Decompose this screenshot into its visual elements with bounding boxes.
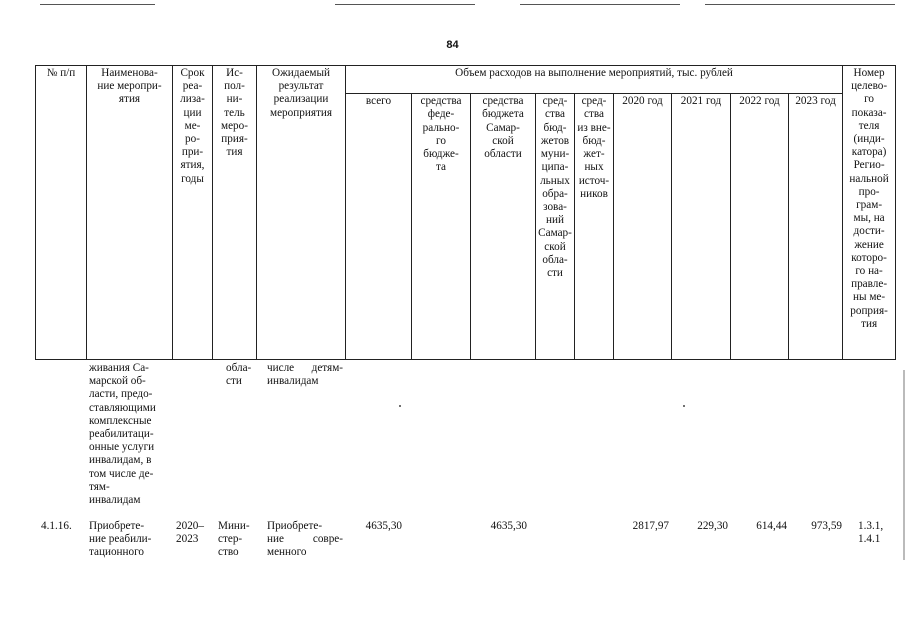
col-2023: 2023 год [789, 94, 843, 360]
text-line: нальной [849, 172, 889, 185]
col-2021: 2021 год [672, 94, 731, 360]
col-name [87, 66, 173, 360]
text-line: 1.3.1, [858, 520, 884, 532]
text-line: результат [278, 80, 324, 93]
text-line: при- [181, 146, 204, 159]
row-2021: 229,30 [697, 520, 728, 532]
text-line: ние реабили- [89, 533, 152, 546]
col-2022: 2022 год [731, 94, 789, 360]
text-line: ний [546, 214, 564, 227]
col-executor [213, 66, 257, 360]
col-result [257, 66, 346, 360]
row-2020: 2817,97 [632, 520, 669, 532]
col-offbudget [575, 94, 614, 360]
text-line: ни- [226, 93, 243, 106]
row-term [176, 520, 204, 546]
text-line: марской об- [89, 375, 146, 388]
text-line: обла- [542, 253, 568, 266]
text-line: феде- [427, 108, 455, 121]
text-line: ны ме- [853, 291, 886, 304]
text-line: ставляющими [89, 401, 156, 414]
col-total [346, 94, 412, 360]
text-line: всего [365, 95, 392, 108]
text-line: инвалидам [267, 375, 319, 388]
text-line: 2020– [176, 520, 204, 532]
text-line: ласти, предо- [89, 388, 153, 401]
text-line: ции [183, 106, 202, 119]
text-line: дости- [853, 225, 885, 238]
scan-speck [683, 405, 685, 407]
text-line: ской [544, 240, 566, 253]
continuation-result [267, 362, 343, 388]
text-line: онные услуги [89, 441, 155, 454]
text-line: тационного [89, 546, 145, 559]
text-line: Самар- [538, 227, 572, 240]
text-line: роприя- [850, 304, 888, 317]
text-line: сред- [581, 95, 607, 108]
row-2022: 614,44 [756, 520, 787, 532]
text-line: средства [482, 95, 524, 108]
text-line: ников [580, 187, 608, 200]
text-line: ства [545, 108, 565, 121]
text-line: бюд- [582, 134, 606, 147]
text-line: муни- [540, 148, 570, 161]
text-line: целево- [851, 80, 888, 93]
text-line: Номер [853, 67, 885, 79]
text-line: зова- [543, 200, 567, 213]
col-indicator [843, 66, 896, 360]
text-line: обра- [542, 187, 568, 200]
text-line: Приобрете- [89, 520, 145, 532]
expenses-table-header [35, 65, 896, 360]
text-line: Срок [180, 67, 205, 79]
text-line: го [436, 134, 446, 147]
text-line: Регио- [853, 159, 885, 172]
text-line: тель [224, 106, 245, 119]
col-number [36, 66, 87, 360]
text-line: показа- [851, 106, 887, 119]
text-line: прия- [221, 133, 248, 146]
text-line: пол- [224, 80, 245, 93]
text-line: реабилитаци- [89, 428, 154, 441]
scan-rule [40, 4, 155, 5]
text-line: сред- [542, 95, 568, 108]
text-line: бюд- [543, 121, 567, 134]
text-line: го [864, 93, 875, 106]
row-number: 4.1.16. [41, 520, 72, 532]
text-line: обла- [226, 362, 252, 374]
text-line: 2023 [176, 533, 199, 546]
text-line: Приобрете- [267, 520, 323, 532]
scan-rule [520, 4, 680, 5]
text-line: льных [540, 174, 570, 187]
text-line: сти [547, 266, 563, 279]
col-regional [471, 94, 536, 360]
continuation-executor [226, 362, 251, 388]
row-name [89, 520, 151, 560]
text-line: катора) [851, 146, 887, 159]
text-line: № п/п [46, 67, 76, 79]
text-line: Ис- [226, 67, 243, 79]
text-line: области [484, 148, 522, 161]
text-line: комплексные [89, 414, 152, 427]
text-line: ятия [118, 93, 141, 106]
text-line: тям- [89, 480, 110, 493]
text-line: менного [267, 546, 307, 559]
text-line: мы, на [853, 212, 885, 225]
text-line: правле- [851, 278, 888, 291]
text-line: которо- [851, 251, 887, 264]
text-line: ных [584, 161, 604, 174]
text-line: (инди- [853, 133, 885, 146]
text-line: бюджета [482, 108, 524, 121]
row-regional: 4635,30 [490, 520, 527, 532]
text-line: та [436, 161, 446, 174]
text-line: Ожидаемый [271, 67, 330, 79]
text-line: ской [492, 134, 514, 147]
text-line: том числе де- [89, 467, 154, 480]
row-indicator [858, 520, 883, 546]
text-line: из вне- [577, 121, 611, 134]
text-line: сти [226, 375, 242, 388]
text-line: лиза- [180, 93, 205, 106]
text-line: ятия, [180, 159, 205, 172]
col-federal [412, 94, 471, 360]
text-line: го на- [855, 265, 883, 278]
row-total: 4635,30 [365, 520, 402, 532]
text-line: меро- [221, 119, 248, 132]
text-line: источ- [578, 174, 610, 187]
col-volume-group: Объем расходов на выполнение мероприятий, тыс. рублей [346, 66, 843, 94]
text-line: ние меропри- [97, 80, 162, 93]
text-line: тия [226, 146, 243, 159]
scan-speck [399, 405, 401, 407]
text-line: стер- [218, 533, 243, 546]
text-line: ние совре- [267, 533, 343, 546]
scan-rule [705, 4, 895, 5]
text-line: мероприятия [270, 106, 332, 119]
col-2020: 2020 год [614, 94, 672, 360]
text-line: жетов [540, 134, 570, 147]
text-line: живания Са- [89, 362, 149, 374]
continuation-name [89, 362, 156, 507]
text-line: реа- [182, 80, 203, 93]
text-line: бюдже- [423, 148, 459, 161]
text-line: про- [858, 185, 880, 198]
text-line: ства [584, 108, 604, 121]
text-line: ме- [184, 119, 201, 132]
page-number: 84 [446, 39, 459, 51]
text-line: грам- [856, 199, 883, 212]
text-line: годы [181, 172, 204, 185]
text-line: Мини- [218, 520, 250, 532]
text-line: Самар- [486, 121, 520, 134]
col-term [173, 66, 213, 360]
text-line: ро- [185, 133, 200, 146]
text-line: тия [861, 317, 878, 330]
row-2023: 973,59 [811, 520, 842, 532]
text-line: ципа- [541, 161, 569, 174]
text-line: реализации [273, 93, 329, 106]
col-municipal [536, 94, 575, 360]
scan-rule [335, 4, 475, 5]
text-line: ство [218, 546, 239, 559]
text-line: жет- [583, 148, 605, 161]
text-line: жение [854, 238, 884, 251]
text-line: инвалидам [89, 494, 141, 507]
text-line: инвалидам, в [89, 454, 152, 467]
text-line: числе детям- [267, 362, 343, 374]
row-executor [218, 520, 250, 560]
text-line: рально- [422, 121, 460, 134]
text-line: Наименова- [101, 67, 158, 79]
text-line: 1.4.1 [858, 533, 881, 546]
row-result [267, 520, 343, 560]
text-line: теля [858, 119, 880, 132]
text-line: средства [420, 95, 462, 108]
